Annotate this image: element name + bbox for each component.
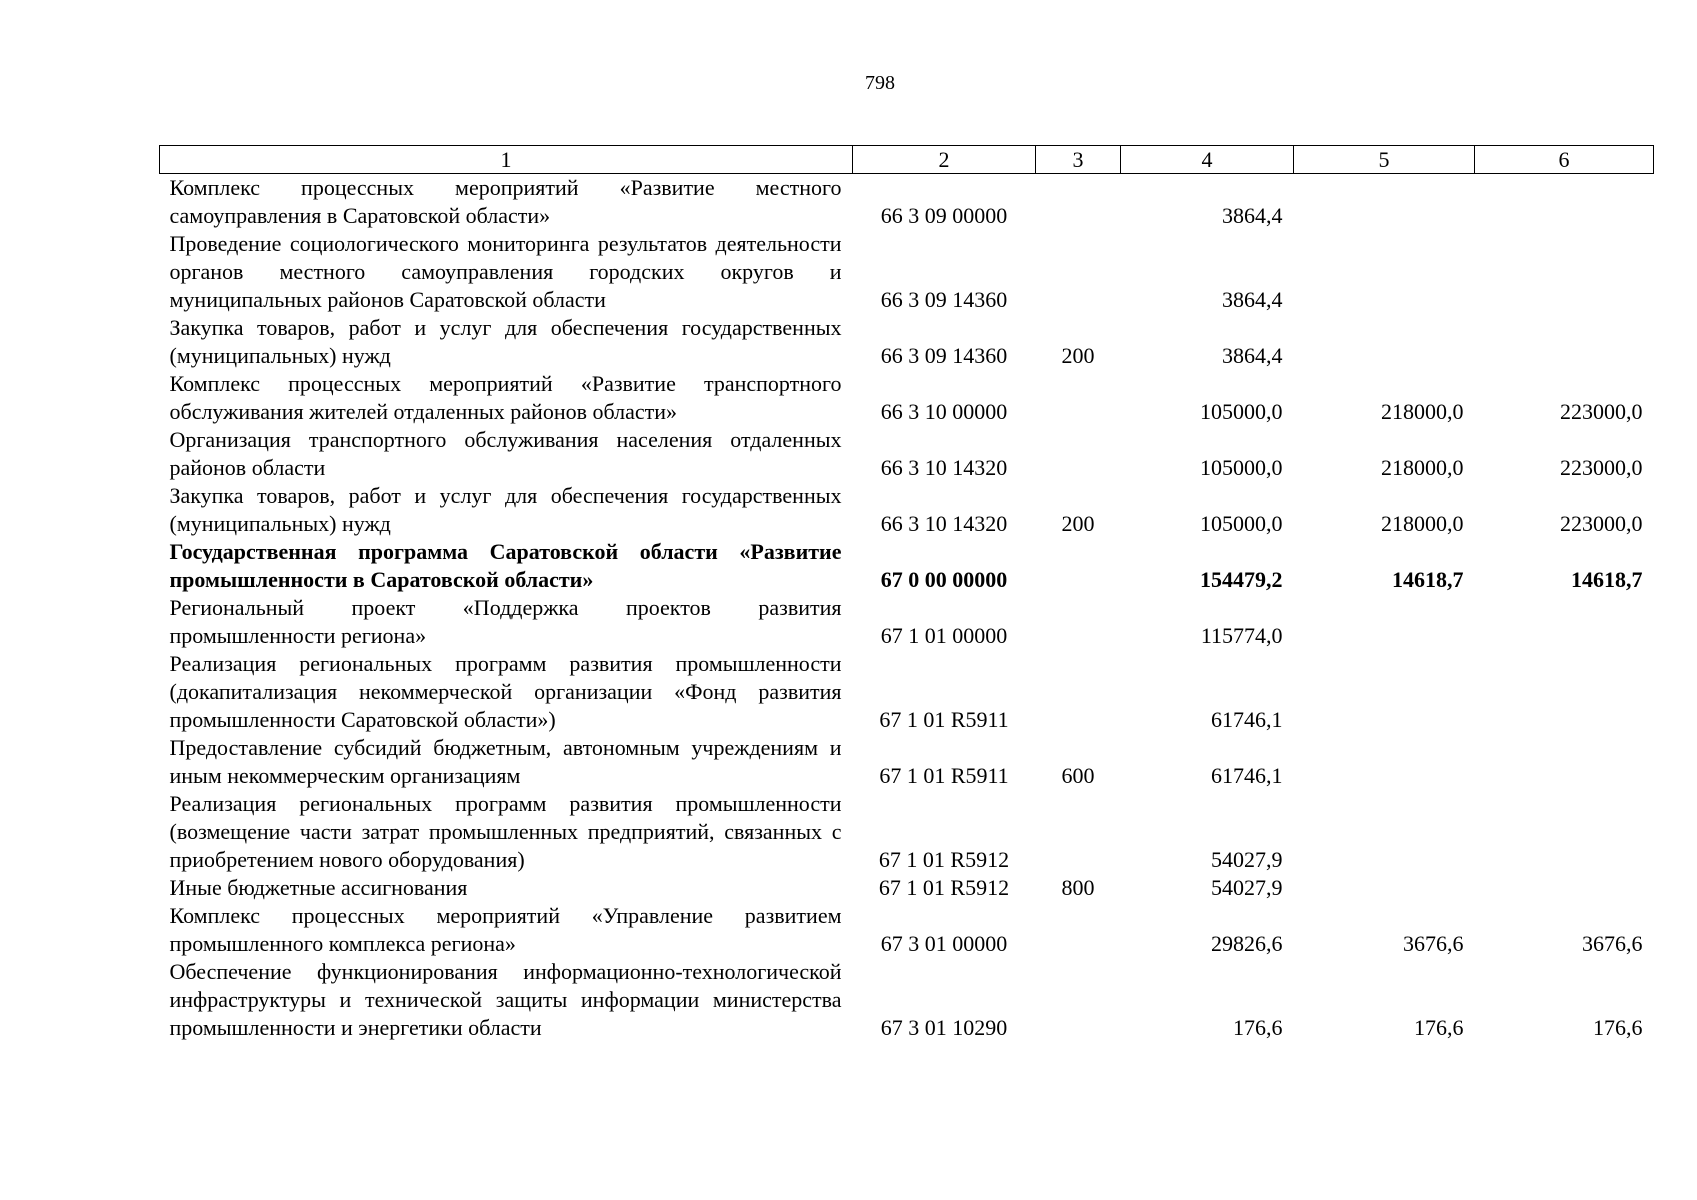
row-expense-type [1036, 650, 1121, 734]
row-name: Государственная программа Саратовской области «Развитие промышленности в Саратовской области» [169, 539, 842, 592]
row-amount-col4: 176,6 [1233, 1015, 1283, 1040]
row-amount-col4: 105000,0 [1200, 399, 1283, 424]
row-expense-type [1036, 958, 1121, 1042]
row-amount-col6 [1475, 790, 1654, 874]
row-name: Комплекс процессных мероприятий «Развитие транспортного обслуживания жителей отдаленных районов области» [169, 371, 842, 424]
row-name: Организация транспортного обслуживания населения отдаленных районов области [169, 427, 842, 480]
row-amount-col6: 223000,0 [1560, 455, 1643, 480]
table-row [160, 958, 1654, 1042]
table-row [160, 174, 1654, 231]
row-name: Комплекс процессных мероприятий «Развитие местного самоуправления в Саратовской области» [169, 175, 842, 228]
row-code: 66 3 10 14320 [880, 455, 1008, 480]
row-code: 67 3 01 10290 [880, 1015, 1008, 1040]
column-header-5: 5 [1294, 146, 1475, 174]
row-name: Реализация региональных программ развития промышленности (возмещение части затрат промышленных предприятий, связанных с приобретением нового оборудования) [169, 791, 842, 872]
row-name: Реализация региональных программ развития промышленности (докапитализация некоммерческой организации «Фонд развития промышленности Саратовской области») [169, 651, 842, 732]
row-amount-col6: 176,6 [1593, 1015, 1643, 1040]
table-row [160, 734, 1654, 790]
table-row [160, 650, 1654, 734]
row-code: 66 3 09 14360 [880, 343, 1008, 368]
row-amount-col6: 223000,0 [1560, 511, 1643, 536]
row-code: 66 3 10 14320 [880, 511, 1008, 536]
table-row [160, 874, 1654, 902]
row-amount-col4: 154479,2 [1200, 567, 1283, 592]
table-header [160, 146, 1654, 174]
row-amount-col4: 3864,4 [1222, 343, 1283, 368]
row-amount-col6 [1475, 594, 1654, 650]
row-amount-col4: 54027,9 [1211, 875, 1283, 900]
row-code: 67 1 01 R5912 [878, 847, 1010, 872]
row-expense-type: 200 [1061, 343, 1095, 368]
table-row [160, 426, 1654, 482]
row-amount-col4: 3864,4 [1222, 287, 1283, 312]
row-code: 67 1 01 00000 [880, 623, 1008, 648]
row-name: Обеспечение функционирования информационно-технологической инфраструктуры и технической защиты информации министерства промышленности и энергетики области [169, 959, 842, 1040]
row-amount-col5 [1294, 734, 1475, 790]
row-expense-type [1036, 370, 1121, 426]
row-amount-col4: 54027,9 [1211, 847, 1283, 872]
row-amount-col4: 115774,0 [1200, 623, 1283, 648]
column-header-3: 3 [1036, 146, 1121, 174]
row-amount-col6 [1475, 650, 1654, 734]
row-amount-col5 [1294, 174, 1475, 231]
row-name: Предоставление субсидий бюджетным, автономным учреждениям и иным некоммерческим организациям [169, 735, 842, 788]
budget-table [159, 145, 1654, 1042]
table-row [160, 482, 1654, 538]
row-expense-type [1036, 790, 1121, 874]
row-code: 67 1 01 R5911 [879, 763, 1009, 788]
table-row [160, 314, 1654, 370]
row-code: 66 3 09 14360 [880, 287, 1008, 312]
row-amount-col6 [1475, 174, 1654, 231]
row-expense-type: 600 [1061, 763, 1095, 788]
row-amount-col5 [1294, 594, 1475, 650]
column-header-4: 4 [1121, 146, 1294, 174]
row-expense-type: 200 [1061, 511, 1095, 536]
row-amount-col5: 218000,0 [1381, 511, 1464, 536]
row-amount-col5 [1294, 650, 1475, 734]
row-code: 66 3 10 00000 [880, 399, 1008, 424]
row-name: Закупка товаров, работ и услуг для обеспечения государственных (муниципальных) нужд [169, 483, 842, 536]
row-expense-type [1036, 426, 1121, 482]
row-expense-type [1036, 538, 1121, 594]
row-amount-col4: 61746,1 [1211, 707, 1283, 732]
row-code: 67 3 01 00000 [880, 931, 1008, 956]
row-name: Закупка товаров, работ и услуг для обеспечения государственных (муниципальных) нужд [169, 315, 842, 368]
row-amount-col6 [1475, 314, 1654, 370]
page-number: 798 [865, 72, 895, 94]
row-amount-col5: 14618,7 [1392, 567, 1464, 592]
row-amount-col5: 218000,0 [1381, 455, 1464, 480]
row-amount-col5: 176,6 [1414, 1015, 1464, 1040]
row-amount-col4: 61746,1 [1211, 763, 1283, 788]
row-name: Региональный проект «Поддержка проектов развития промышленности региона» [169, 595, 842, 648]
column-header-2: 2 [853, 146, 1036, 174]
row-amount-col5: 218000,0 [1381, 399, 1464, 424]
table-row [160, 230, 1654, 314]
table-row [160, 902, 1654, 958]
table-row [160, 790, 1654, 874]
row-expense-type [1036, 902, 1121, 958]
row-code: 67 1 01 R5911 [879, 707, 1009, 732]
table-row [160, 594, 1654, 650]
row-expense-type: 800 [1061, 875, 1095, 900]
row-amount-col6: 3676,6 [1582, 931, 1643, 956]
row-amount-col4: 29826,6 [1211, 931, 1283, 956]
row-amount-col5 [1294, 874, 1475, 902]
table-row [160, 538, 1654, 594]
column-header-1: 1 [160, 146, 853, 174]
row-expense-type [1036, 594, 1121, 650]
row-code: 67 0 00 00000 [880, 567, 1008, 592]
table-row [160, 370, 1654, 426]
row-name: Проведение социологического мониторинга результатов деятельности органов местного самоуправления городских округов и муниципальных районов Саратовской области [169, 231, 842, 312]
row-amount-col5 [1294, 790, 1475, 874]
row-amount-col4: 3864,4 [1222, 203, 1283, 228]
row-name: Иные бюджетные ассигнования [169, 875, 468, 900]
row-amount-col5 [1294, 230, 1475, 314]
row-amount-col4: 105000,0 [1200, 511, 1283, 536]
row-amount-col6 [1475, 874, 1654, 902]
row-amount-col6: 14618,7 [1571, 567, 1643, 592]
row-amount-col6 [1475, 230, 1654, 314]
row-name: Комплекс процессных мероприятий «Управление развитием промышленного комплекса региона» [169, 903, 842, 956]
row-expense-type [1036, 230, 1121, 314]
table-body [160, 174, 1654, 1043]
row-amount-col5 [1294, 314, 1475, 370]
row-code: 66 3 09 00000 [880, 203, 1008, 228]
row-amount-col6 [1475, 734, 1654, 790]
row-amount-col6: 223000,0 [1560, 399, 1643, 424]
row-expense-type [1036, 174, 1121, 231]
row-amount-col5: 3676,6 [1403, 931, 1464, 956]
header-row [160, 146, 1654, 174]
column-header-6: 6 [1475, 146, 1654, 174]
row-code: 67 1 01 R5912 [878, 875, 1010, 900]
row-amount-col4: 105000,0 [1200, 455, 1283, 480]
